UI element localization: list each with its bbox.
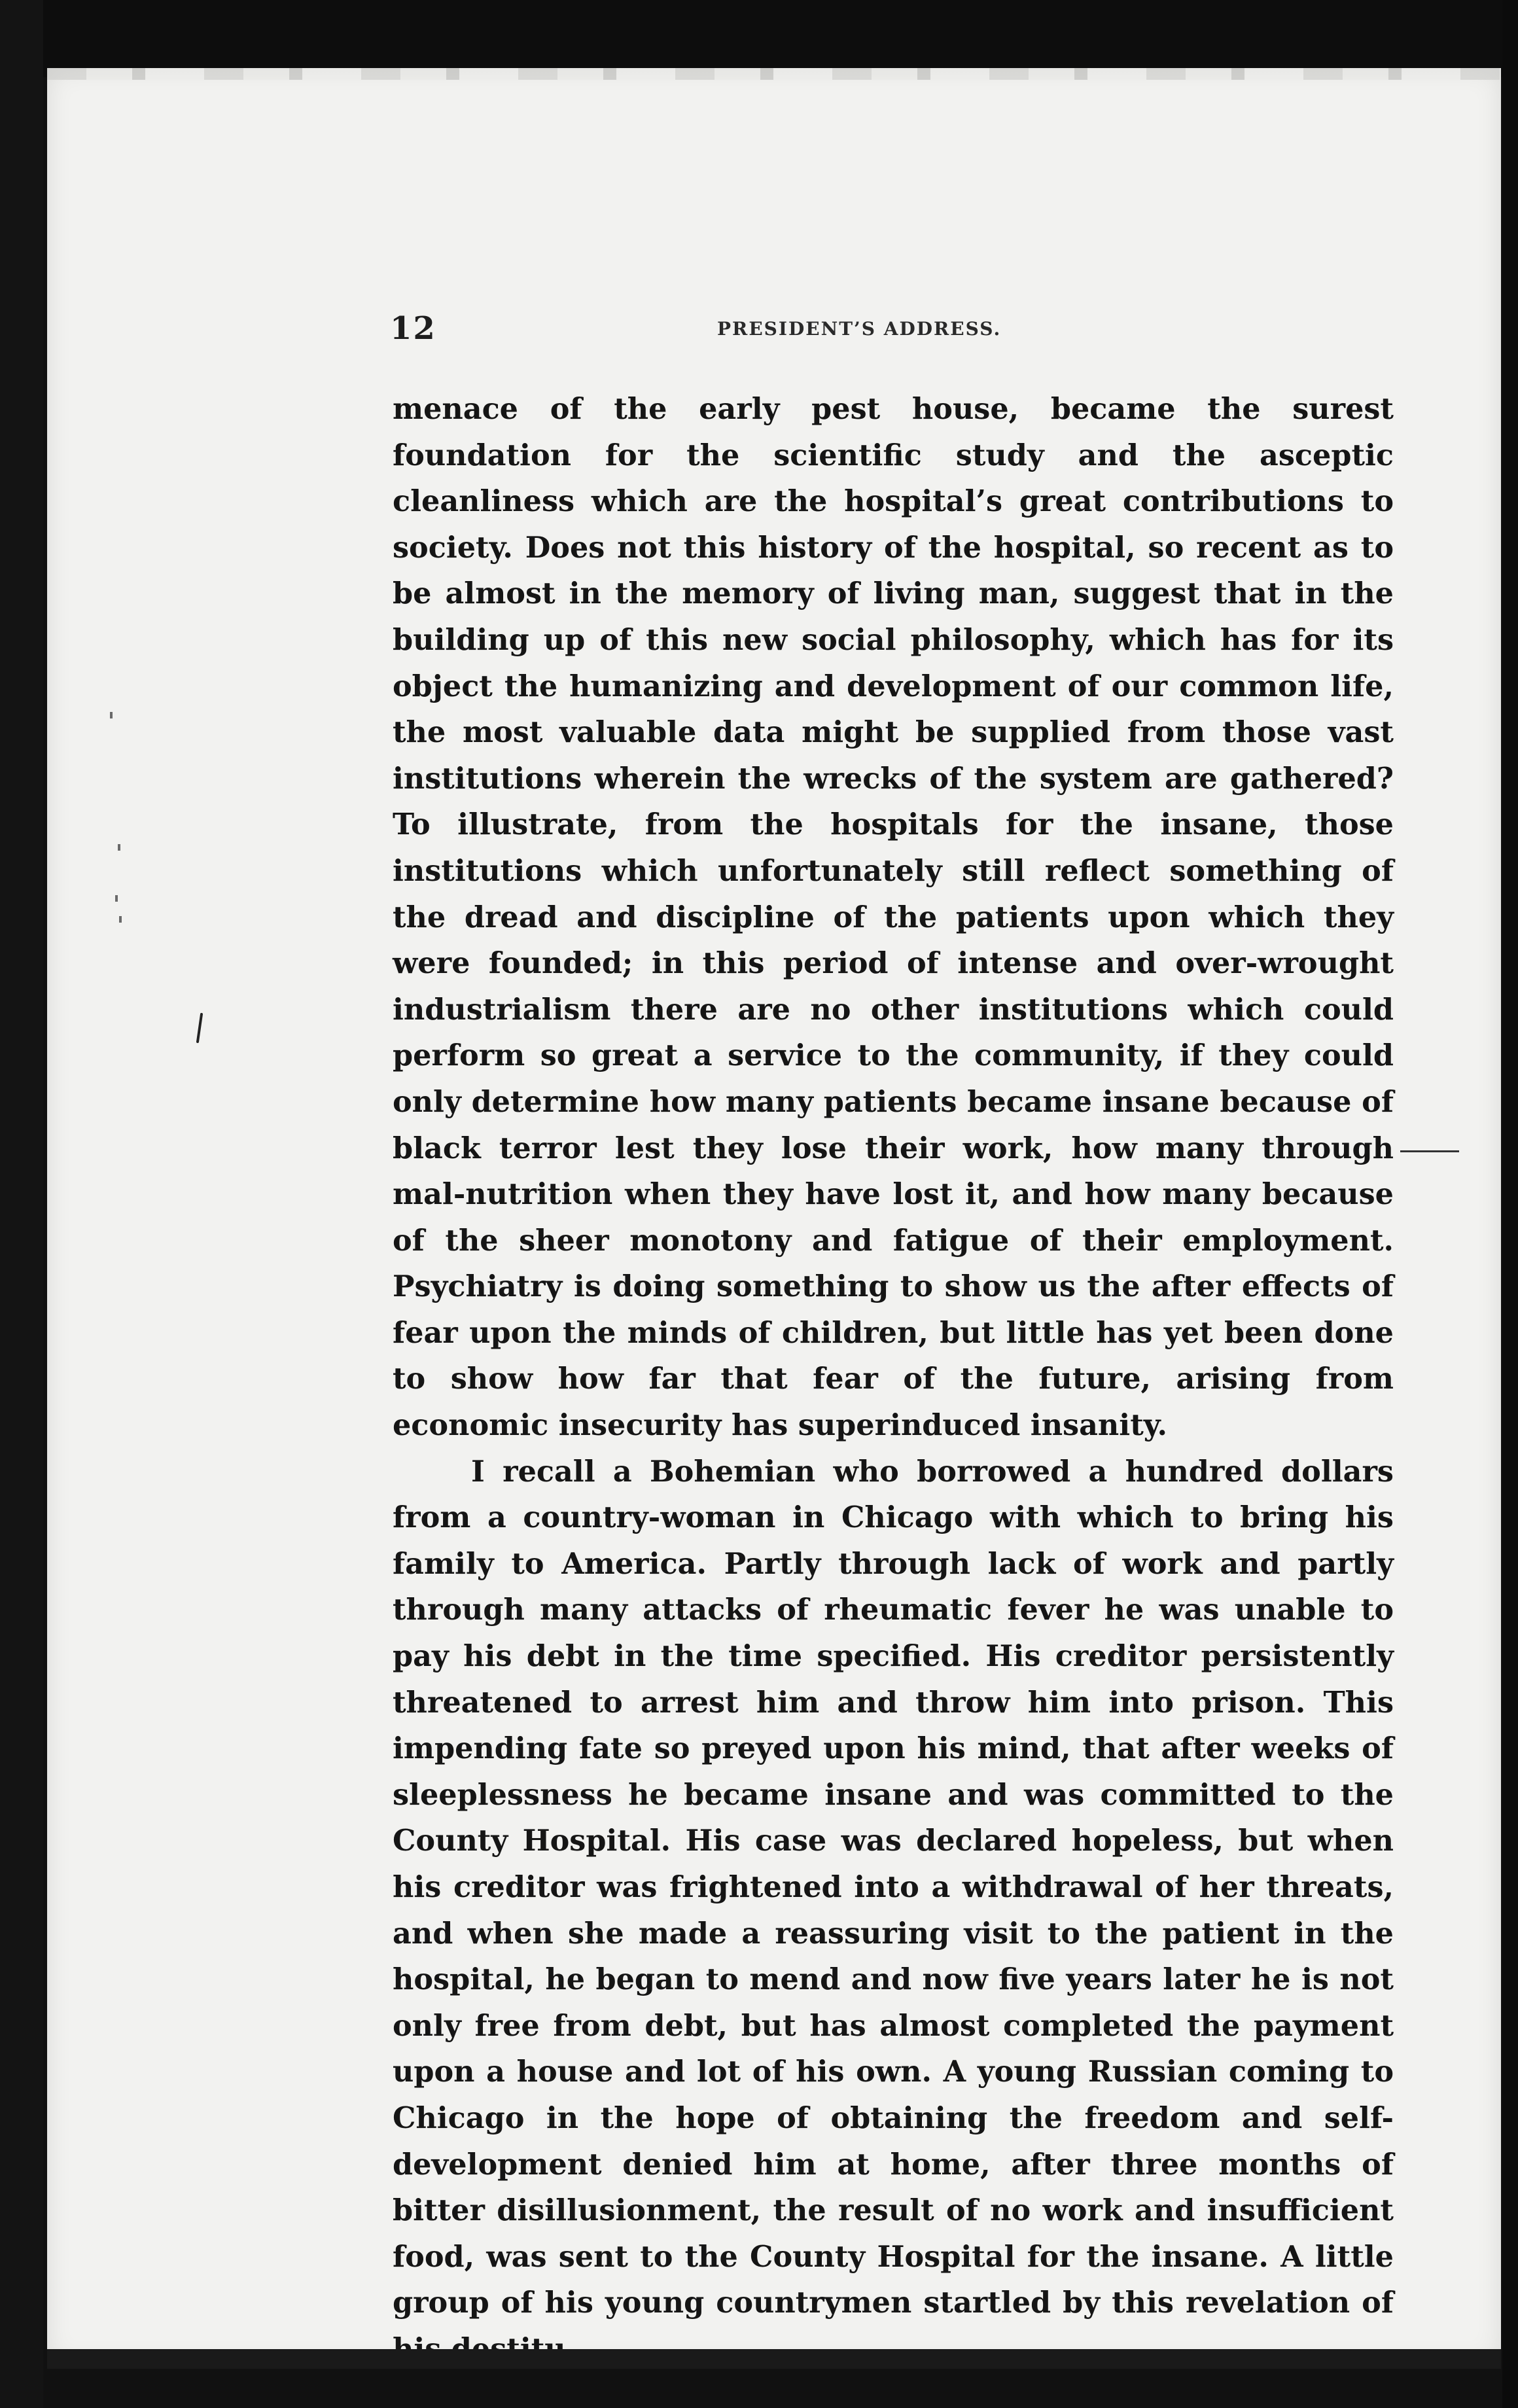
margin-speck — [118, 844, 120, 851]
paragraph-2: I recall a Bohemian who borrowed a hundred dollars from a country-woman in Chicago with which to bring his family to America. Partly through lack of work and partly through many attacks of rheumatic fever he was unable to pay his debt in the time specified. His creditor persistently threatened to arrest him and throw him into prison. This impending fate so preyed upon his mind, that after weeks of sleeplessness he became insane and was committed to the County Hospital. His case was declared hopeless, but when his creditor was frightened into a withdrawal of her threats, and when she made a reassuring visit to the patient in the hospital, he began to mend and now five years later he is not only free from debt, but has almost completed the payment upon a house and lot of his own. A young Russian coming to Chicago in the hope of obtaining the freedom and self-development denied him at home, after three months of bitter disillusionment, the result of no work and insufficient food, was sent to the County Hospital for the insane. A little group of his young countrymen startled by this revelation of — [393, 1454, 1394, 2320]
running-title: PRESIDENT’S ADDRESS. — [717, 318, 1002, 340]
page-number: 12 — [390, 310, 436, 347]
margin-speck — [119, 916, 122, 923]
scan-frame-right — [1502, 0, 1518, 2408]
margin-speck — [115, 895, 118, 902]
pencil-underline-mark — [1400, 1150, 1459, 1152]
scan-frame-bottom — [47, 2349, 1501, 2369]
running-head — [390, 310, 1391, 356]
scan-frame-left — [0, 0, 43, 2408]
paragraph-1: menace of the early pest house, became the surest foundation for the scientific study and the asceptic cleanliness which are the hospital’s great contributions to society. Does not this history of the hospital, so recent as to be almost in the memory of living man, suggest that in the building up of this new social philosophy, which has for its object the humanizing and development of our common life, the most valuable data might be supplied from those vast institutions wherein the wrecks of the system are gathered? To illustrate, from the hospitals for the insane, those institutions which unfortunately still reflect something of the dread and discipline of the patients upon which they were founded; in this period of intense and over-wrought industrialism there are no other institutions which could perform so great a service to the community, if they could only determine how many patients became insane because of black terror lest they lose their work, how many through mal-nutrition when they have lost it, and how many because of the sheer monotony and fatigue of their employment. Psychiatry is doing something to show us the after effects of fear upon the minds of children, but little has yet been done to show how far that fear of the future, arising from economic insecurity has superinduced insanity. — [393, 392, 1394, 1443]
stray-pencil-mark — [195, 1013, 204, 1043]
scan-frame-top — [0, 0, 1518, 77]
margin-speck — [110, 712, 113, 718]
body-text — [393, 386, 1394, 2373]
